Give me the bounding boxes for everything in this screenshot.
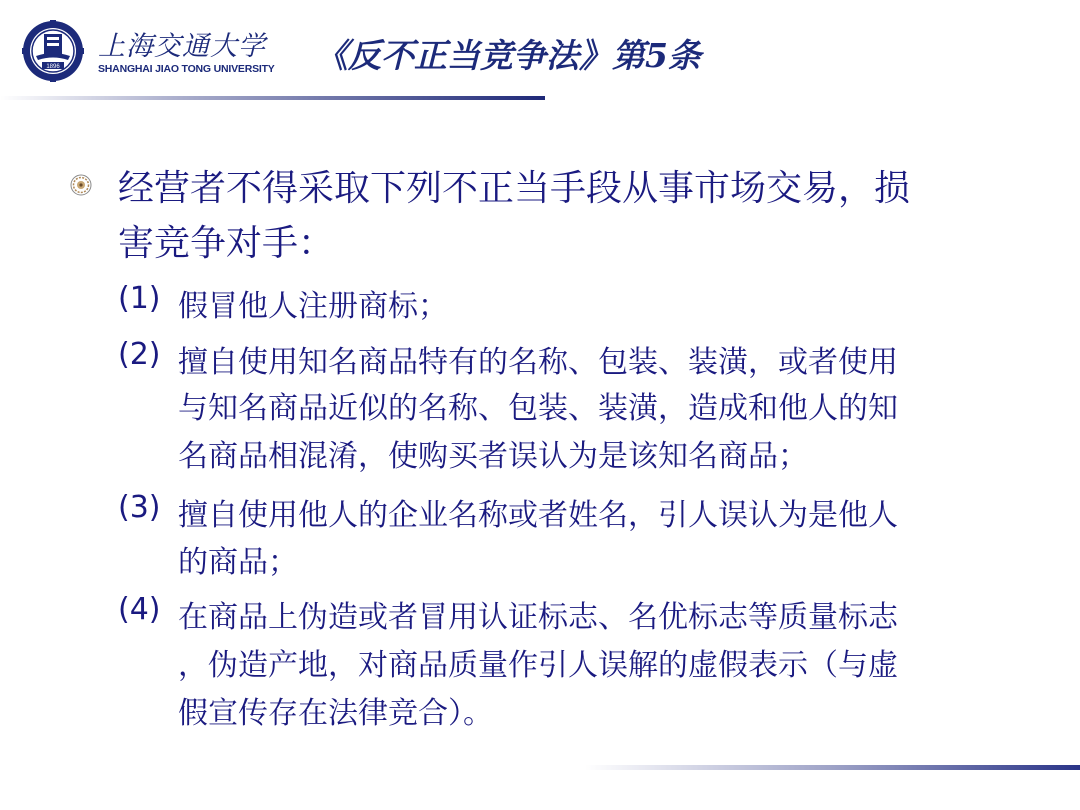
item-1-line-1: 假冒他人注册商标；	[178, 289, 448, 324]
item-4-number: (4)	[118, 592, 161, 627]
university-emblem-icon	[22, 20, 84, 82]
item-2-line-1: 擅自使用知名商品特有的名称、包装、装潢，或者使用	[178, 345, 898, 380]
footer-divider	[585, 765, 1080, 770]
gear-bullet-icon	[70, 174, 92, 196]
item-1-number: (1)	[118, 281, 161, 316]
slide-header	[0, 0, 1080, 100]
university-name-cn: 上海交通大学	[98, 31, 266, 62]
item-4-line-3: 假宣传存在法律竞合）。	[178, 696, 493, 731]
intro-line-2: 害竞争对手：	[118, 223, 335, 264]
item-3-line-2: 的商品；	[178, 545, 298, 580]
item-3-line-1: 擅自使用他人的企业名称或者姓名，引人误认为是他人	[178, 498, 898, 533]
university-name-en: SHANGHAI JIAO TONG UNIVERSITY	[98, 63, 275, 75]
logo-year: 1896	[46, 64, 60, 70]
item-4-line-2: ，伪造产地，对商品质量作引人误解的虚假表示（与虚	[178, 648, 898, 683]
item-2-line-3: 名商品相混淆，使购买者误认为是该知名商品；	[178, 439, 808, 474]
item-3-number: (3)	[118, 490, 161, 525]
intro-line-1: 经营者不得采取下列不正当手段从事市场交易，损	[118, 168, 911, 209]
item-2-number: (2)	[118, 337, 161, 372]
item-4-line-1: 在商品上伪造或者冒用认证标志、名优标志等质量标志	[178, 600, 898, 635]
header-divider	[0, 96, 545, 100]
item-2-line-2: 与知名商品近似的名称、包装、装潢，造成和他人的知	[178, 391, 898, 426]
slide-title: 《反不正当竞争法》第5条	[315, 36, 701, 75]
